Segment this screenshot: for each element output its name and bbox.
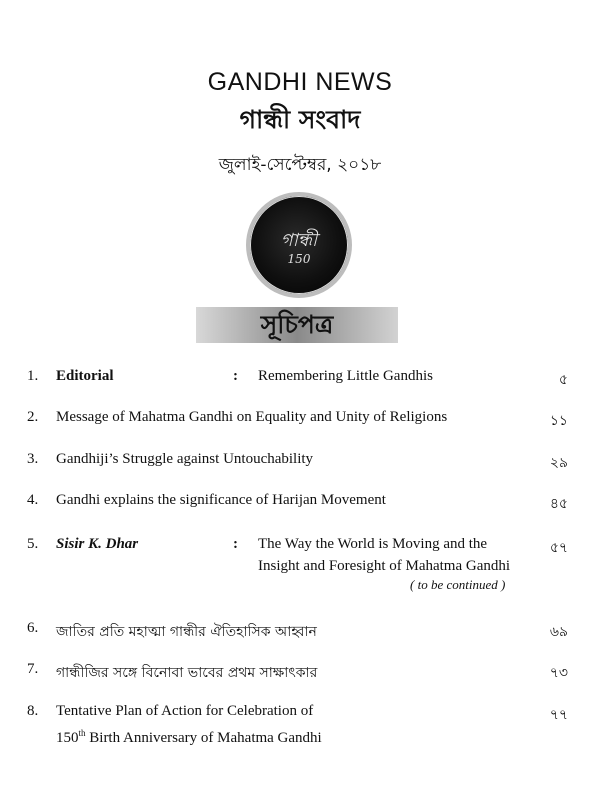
toc-number: 1. — [27, 368, 39, 384]
toc-number: 2. — [27, 409, 39, 425]
toc-title: Gandhiji’s Struggle against Untouchability — [56, 451, 314, 467]
logo-number: 150 — [287, 252, 311, 266]
toc-title-line-2: Insight and Foresight of Mahatma Gandhi — [258, 558, 511, 574]
toc-title: Gandhi explains the significance of Harijan Movement — [56, 492, 386, 508]
toc-title: Remembering Little Gandhis — [258, 368, 433, 384]
toc-page: ৫৭ — [549, 540, 568, 556]
contents-banner: সূচিপত্র — [196, 307, 398, 343]
logo-text: গান্ধী — [280, 230, 318, 251]
publication-title-english: GANDHI NEWS — [207, 68, 393, 96]
toc-number: 4. — [27, 492, 39, 508]
toc-title: জাতির প্রতি মহাত্মা গান্ধীর ঐতিহাসিক আহ্বান — [56, 624, 317, 640]
toc-number: 6. — [27, 620, 39, 636]
toc-page: ৭৭ — [549, 707, 568, 723]
toc-number: 7. — [27, 661, 39, 677]
publication-title-bengali: গান্ধী সংবাদ — [239, 105, 361, 134]
toc-ordinal: 150 — [56, 730, 79, 746]
toc-page: ৪৫ — [549, 496, 568, 512]
toc-title-line-2 — [56, 722, 322, 749]
toc-colon: : — [233, 536, 238, 552]
toc-page: ২৯ — [549, 455, 568, 471]
toc-title: গান্ধীজির সঙ্গে বিনোবা ভাবের প্রথম সাক্ষাৎকার — [56, 665, 318, 681]
toc-page: ১১ — [549, 413, 568, 429]
toc-number: 8. — [27, 703, 39, 719]
toc-ordinal-suffix: th — [78, 728, 86, 738]
toc-title: Message of Mahatma Gandhi on Equality and Unity of Religions — [56, 409, 448, 425]
toc-title-line-1: Tentative Plan of Action for Celebration of — [56, 703, 314, 719]
toc-continued-note: ( to be continued ) — [410, 577, 506, 592]
toc-page: ৫ — [558, 372, 568, 388]
toc-number: 5. — [27, 536, 39, 552]
toc-author: Sisir K. Dhar — [56, 536, 139, 552]
toc-author: Editorial — [56, 368, 114, 384]
issue-date: জুলাই-সেপ্টেম্বর, ২০১৮ — [218, 155, 382, 175]
gandhi-150-logo — [246, 192, 352, 298]
toc-page: ৬৯ — [549, 624, 568, 640]
toc-colon: : — [233, 368, 238, 384]
toc-title-line-2-rest: Birth Anniversary of Mahatma Gandhi — [85, 730, 322, 746]
toc-number: 3. — [27, 451, 39, 467]
toc-page: ৭৩ — [549, 665, 568, 681]
toc-title-line-1: The Way the World is Moving and the — [258, 536, 488, 552]
